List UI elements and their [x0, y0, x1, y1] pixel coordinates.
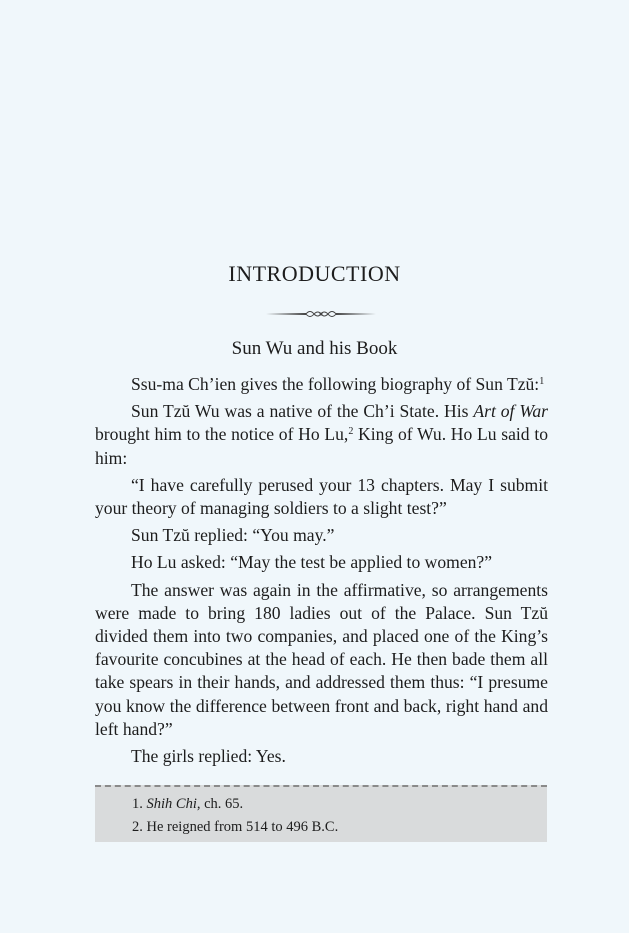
paragraph-2: Sun Tzŭ Wu was a native of the Ch’i State. His Art of War brought him to the notice of Ho Lu,$^2$ King of Wu. Ho Lu said to him:: [95, 401, 549, 468]
body-text: [95, 373, 548, 772]
ornament-divider-icon: [266, 308, 376, 320]
paragraph-3: “I have carefully perused your 13 chapters. May I submit your theory of managing soldiers to a slight test?”: [95, 474, 548, 519]
paragraph-4: Sun Tzŭ replied: “You may.”: [131, 525, 335, 546]
paragraph-6: The answer was again in the affirmative, so arrangements were made to bring 180 ladies out of the Palace. Sun Tzŭ divided them into two companies, and placed one of the King’s favourite concubines at the head of each. He then bade them all take spears in their hands, and addressed them thus: “I presume you know the difference between front and back, right hand and left hand?”: [95, 579, 548, 739]
book-title: Art of War: [473, 401, 549, 422]
page-title: INTRODUCTION: [228, 261, 401, 286]
footnotes: [95, 785, 547, 842]
section-title: Sun Wu and his Book: [231, 338, 398, 359]
footnote-1: 1. Shih Chi, ch. 65.: [132, 796, 244, 812]
paragraph-7: The girls replied: Yes.: [131, 746, 286, 767]
footnote-2: 2. He reigned from 514 to 496 B.C.: [132, 819, 339, 835]
paragraph-1: Ssu-ma Ch’ien gives the following biography of Sun Tzŭ:$^1$: [131, 374, 545, 394]
footnote-ref-2: 2: [348, 426, 354, 438]
paragraph-5: Ho Lu asked: “May the test be applied to women?”: [131, 552, 493, 573]
footnote-ref-1: 1: [539, 376, 545, 387]
